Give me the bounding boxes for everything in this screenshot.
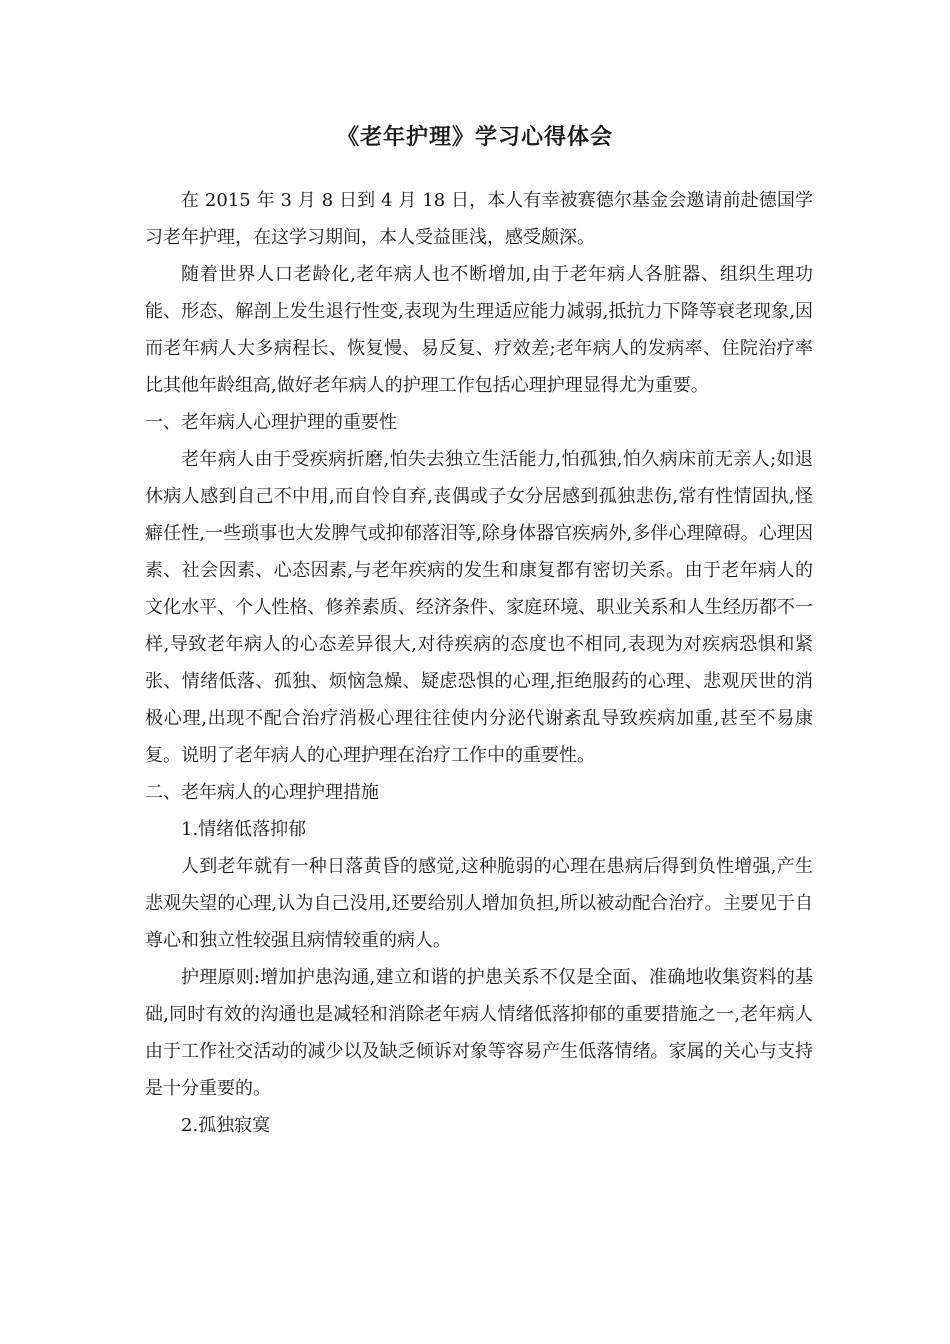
section-heading-2: 二、老年病人的心理护理措施 — [145, 782, 379, 803]
paragraph-importance: 老年病人由于受疾病折磨,怕失去独立生活能力,怕孤独,怕久病床前无亲人;如退休病人感到自己不中用,而自怜自弃,丧偶或子女分居感到孤独悲伤,常有性情固执,怪癖任性,一些琐事也大发脾气或抑郁落泪等,除身体器官疾病外,多伴心理障碍。心理因素、社会因素、心态因素,与老年疾病的发生和康复都有密切关系。由于老年病人的文化水平、个人性格、修养素质、经济条件、家庭环境、职业关系和人生经历都不一样,导致老年病人的心态差异很大,对待疾病的态度也不相同,表现为对疾病恐惧和紧张、情绪低落、孤独、烦恼急燥、疑虑恐惧的心理,拒绝服药的心理、悲观厌世的消极心理,出现不配合治疗消极心理往往使内分泌代谢紊乱导致疾病加重,甚至不易康复。说明了老年病人的心理护理在治疗工作中的重要性。 — [145, 449, 813, 766]
subheading-2: 2.孤独寂寞 — [181, 1115, 271, 1136]
document-title: 《老年护理》学习心得体会 — [336, 125, 613, 150]
paragraph-nursing-principle: 护理原则:增加护患沟通,建立和谐的护患关系不仅是全面、准确地收集资料的基础,同时有效的沟通也是减轻和消除老年病人情绪低落抑郁的重要措施之一,老年病人由于工作社交活动的减少以及缺乏倾诉对象等容易产生低落情绪。家属的关心与支持是十分重要的。 — [145, 967, 813, 1099]
document-body — [145, 182, 813, 1144]
paragraph-background: 随着世界人口老龄化,老年病人也不断增加,由于老年病人各脏器、组织生理功能、形态、解剖上发生退行性变,表现为生理适应能力减弱,抵抗力下降等衰老现象,因而老年病人大多病程长、恢复慢、易反复、疗效差;老年病人的发病率、住院治疗率比其他年龄组高,做好老年病人的护理工作包括心理护理显得尤为重要。 — [145, 264, 813, 396]
subheading-1: 1.情绪低落抑郁 — [181, 819, 307, 840]
paragraph-intro: 在 2015 年 3 月 8 日到 4 月 18 日，本人有幸被赛德尔基金会邀请前赴德国学习老年护理，在这学习期间，本人受益匪浅，感受颇深。 — [145, 190, 813, 248]
paragraph-low-mood: 人到老年就有一种日落黄昏的感觉,这种脆弱的心理在患病后得到负性增强,产生悲观失望的心理,认为自己没用,还要给别人增加负担,所以被动配合治疗。主要见于自尊心和独立性较强且病情较重的病人。 — [145, 856, 813, 951]
section-heading-1: 一、老年病人心理护理的重要性 — [145, 412, 397, 433]
